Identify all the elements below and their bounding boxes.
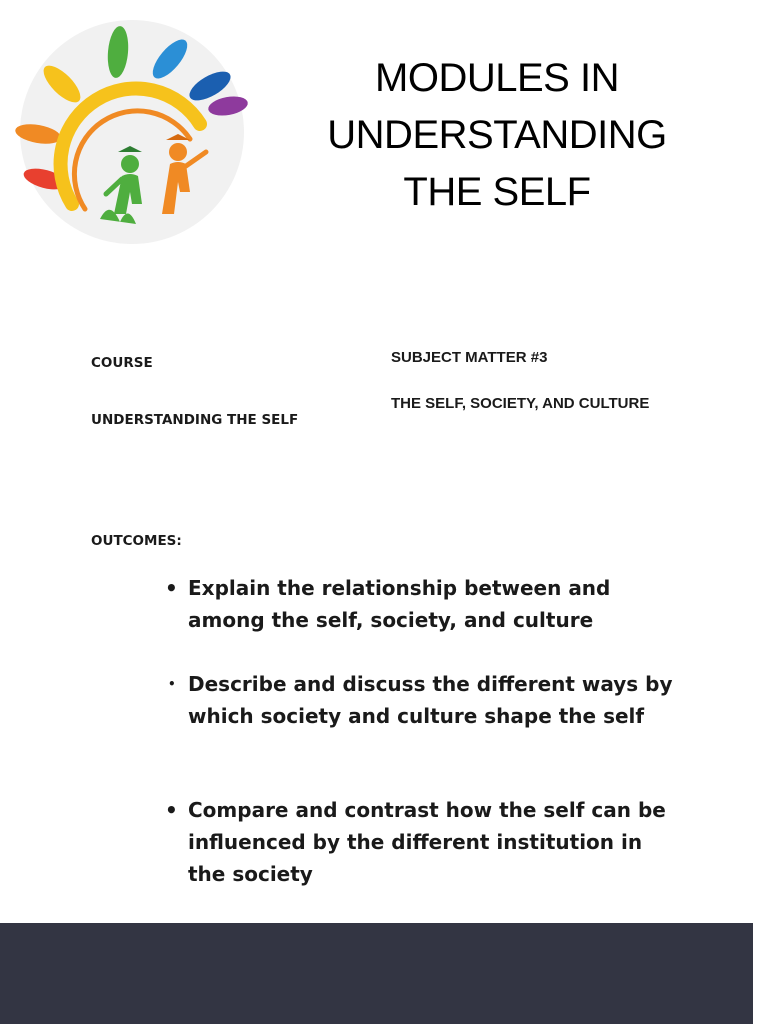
bullet-icon: • [165, 798, 178, 822]
subject-matter-value: THE SELF, SOCIETY, AND CULTURE [391, 395, 650, 412]
course-value: UNDERSTANDING THE SELF [91, 412, 299, 428]
outcome-text: Explain the relationship between and among the self, society, and culture [188, 576, 611, 632]
title-line: UNDERSTANDING [327, 113, 667, 157]
list-item [165, 794, 685, 890]
page-title [322, 50, 672, 221]
title-line: MODULES IN [375, 56, 619, 100]
list-item [165, 572, 685, 636]
sun-children-logo-icon [10, 14, 260, 244]
course-label: COURSE [91, 355, 153, 371]
title-line: THE SELF [403, 170, 591, 214]
bullet-icon: • [168, 677, 176, 691]
outcome-text: Compare and contrast how the self can be influenced by the different institution in the society [188, 798, 666, 886]
subject-matter-label: SUBJECT MATTER #3 [391, 349, 548, 366]
outcomes-list [165, 572, 685, 890]
outcomes-label: OUTCOMES: [91, 533, 182, 549]
outcome-text: Describe and discuss the different ways by which society and culture shape the self [188, 672, 673, 728]
footer-band [0, 923, 753, 1024]
list-item [165, 668, 685, 732]
bullet-icon: • [165, 576, 178, 600]
